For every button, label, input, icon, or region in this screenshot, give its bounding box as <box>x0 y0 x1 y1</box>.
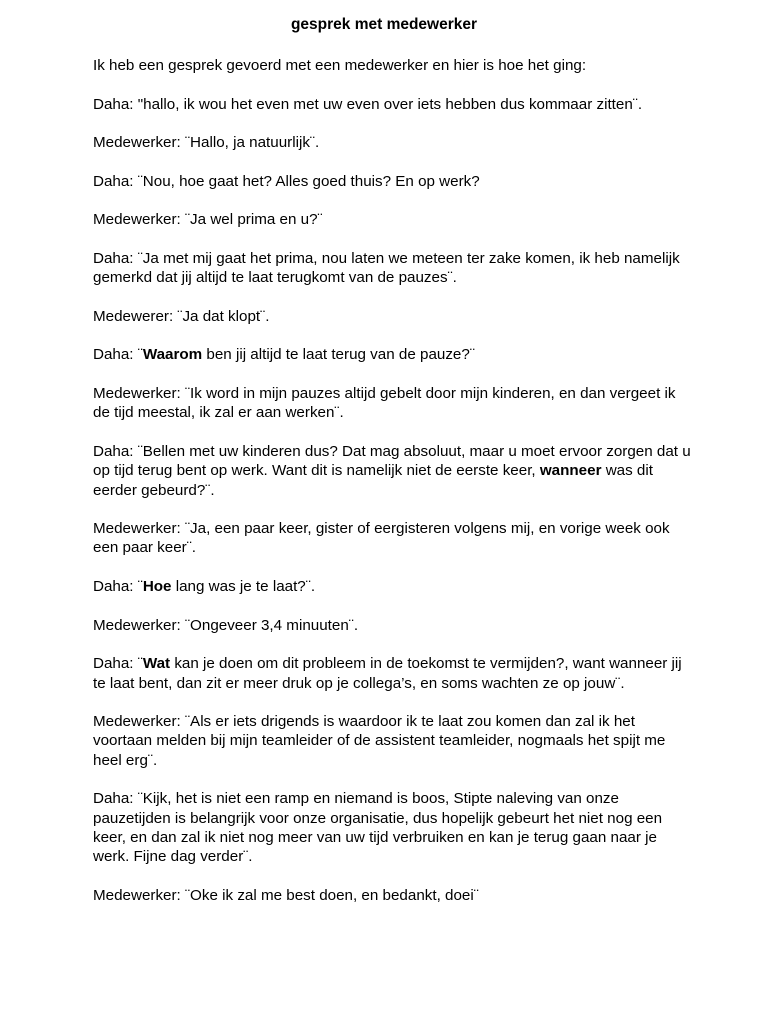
paragraph-text: Medewerker: ¨Ja wel prima en u?¨ <box>93 211 323 229</box>
paragraph-text: Daha: ¨ <box>93 655 143 673</box>
dialogue-paragraph <box>93 519 693 558</box>
paragraph-text: Medewerker: ¨Ongeveer 3,4 minuuten¨. <box>93 616 359 634</box>
paragraph-text: Medewerker: ¨Oke ik zal me best doen, en bedankt, doei¨ <box>93 886 479 904</box>
paragraph-text: Medewerer: ¨Ja dat klopt¨. <box>93 307 270 325</box>
dialogue-paragraph <box>93 249 693 288</box>
paragraph-text: ben jij altijd te laat terug van de pauze?¨ <box>202 346 475 364</box>
dialogue-paragraph <box>93 577 693 596</box>
paragraph-text: Medewerker: ¨Hallo, ja natuurlijk¨. <box>93 134 320 152</box>
dialogue-paragraph <box>93 345 693 364</box>
emphasized-text: Waarom <box>142 346 203 364</box>
dialogue-paragraph <box>93 95 693 114</box>
paragraph-text: Daha: ¨Nou, hoe gaat het? Alles goed thuis? En op werk? <box>93 172 480 190</box>
paragraph-text: Daha: ¨ <box>93 346 143 364</box>
paragraph-text: Daha: ¨Bellen met uw kinderen dus? Dat mag absoluut, maar u moet ervoor zorgen dat u op tijd terug bent op werk. Want dit is namelijk niet de eerste keer, <box>93 442 691 480</box>
dialogue-paragraph <box>93 307 693 326</box>
paragraph-text: Medewerker: ¨Als er iets drigends is waardoor ik te laat zou komen dan zal ik het voortaan melden bij mijn teamleider of de assistent teamleider, nogmaals het spijt me heel erg¨. <box>93 713 666 769</box>
document-body <box>93 56 693 905</box>
paragraph-text: Daha: ¨Kijk, het is niet een ramp en niemand is boos, Stipte naleving van onze pauzetijden is belangrijk voor onze organisatie, dus hopelijk gebeurt het niet nog een keer, en dan zal ik niet nog meer van uw tijd verbruiken en kan je terug gaan naar je werk. Fijne dag verder¨. <box>93 790 663 866</box>
emphasized-text: Wat <box>142 655 171 673</box>
dialogue-paragraph <box>93 789 693 866</box>
document-title: gesprek met medewerker <box>290 16 478 33</box>
emphasized-text: wanneer <box>539 462 602 480</box>
dialogue-paragraph <box>93 654 693 693</box>
paragraph-text: kan je doen om dit probleem in de toekomst te vermijden?, want wanneer jij te laat bent, dan zit er meer druk op je collega’s, en soms wachten ze op jouw¨. <box>93 655 682 692</box>
paragraph-text: Medewerker: ¨Ik word in mijn pauzes altijd gebelt door mijn kinderen, en dan vergeet ik de tijd meestal, ik zal er aan werken¨. <box>93 385 676 422</box>
dialogue-paragraph <box>93 616 693 635</box>
dialogue-paragraph <box>93 210 693 229</box>
dialogue-paragraph <box>93 56 693 75</box>
emphasized-text: Hoe <box>142 578 172 596</box>
dialogue-paragraph <box>93 442 693 500</box>
paragraph-text: Daha: ¨ <box>93 578 143 596</box>
paragraph-text: Daha: "hallo, ik wou het even met uw even over iets hebben dus kommaar zitten¨. <box>93 95 643 113</box>
paragraph-text: was dit eerder gebeurd?¨. <box>93 462 653 499</box>
dialogue-paragraph <box>93 172 693 191</box>
dialogue-paragraph <box>93 384 693 423</box>
paragraph-text: Ik heb een gesprek gevoerd met een medewerker en hier is hoe het ging: <box>93 57 587 74</box>
dialogue-paragraph <box>93 886 693 905</box>
paragraph-text: Medewerker: ¨Ja, een paar keer, gister of eergisteren volgens mij, en vorige week ook een paar keer¨. <box>93 520 670 557</box>
document-page <box>93 16 693 924</box>
paragraph-text: Daha: ¨Ja met mij gaat het prima, nou laten we meteen ter zake komen, ik heb namelijk gemerkd dat jij altijd te laat terugkomt van de pauzes¨. <box>93 249 680 287</box>
dialogue-paragraph <box>93 712 693 770</box>
paragraph-text: lang was je te laat?¨. <box>171 578 316 596</box>
dialogue-paragraph <box>93 133 693 152</box>
